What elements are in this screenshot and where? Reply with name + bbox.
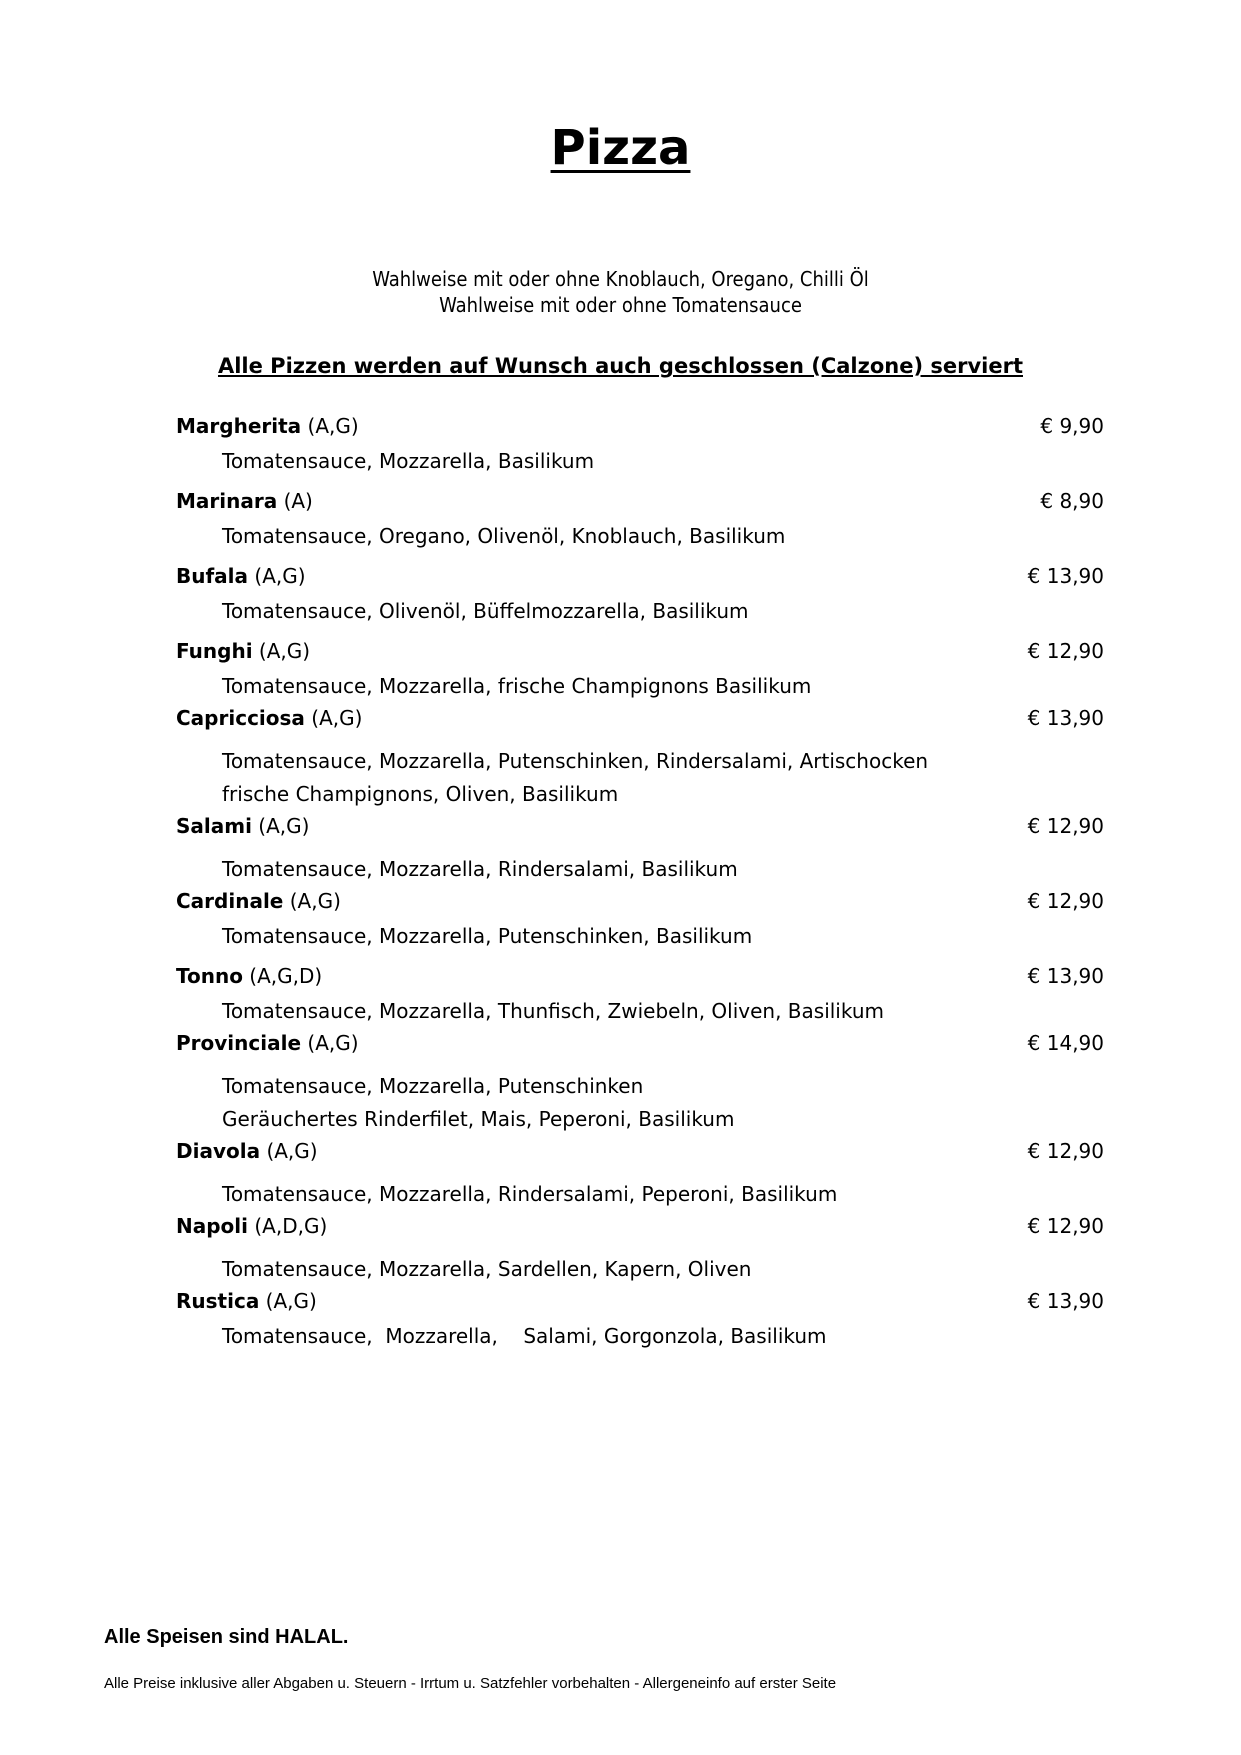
menu-item-price: € 13,90 [1027, 706, 1104, 730]
menu-item-name: Margherita (A,G) [176, 414, 359, 438]
menu-item-description: frische Champignons, Oliven, Basilikum [222, 782, 619, 806]
menu-item-name: Napoli (A,D,G) [176, 1214, 328, 1238]
menu-item-description: Geräuchertes Rinderfilet, Mais, Peperoni, Basilikum [222, 1107, 735, 1131]
menu-item-name: Capricciosa (A,G) [176, 706, 363, 730]
calzone-note: Alle Pizzen werden auf Wunsch auch geschlossen (Calzone) serviert [217, 354, 1023, 378]
menu-item-name: Funghi (A,G) [176, 639, 311, 663]
menu-item-description: Tomatensauce, Mozzarella, Salami, Gorgonzola, Basilikum [222, 1324, 827, 1348]
menu-item-name: Tonno (A,G,D) [176, 964, 323, 988]
menu-item-description: Tomatensauce, Mozzarella, Putenschinken, Rindersalami, Artischocken [222, 749, 929, 773]
menu-item-price: € 12,90 [1027, 639, 1104, 663]
menu-item-name: Diavola (A,G) [176, 1139, 318, 1163]
intro-line-sauce: Wahlweise mit oder ohne Tomatensauce [439, 293, 802, 317]
menu-item-description: Tomatensauce, Mozzarella, Thunfisch, Zwiebeln, Oliven, Basilikum [222, 999, 884, 1023]
menu-item-price: € 12,90 [1027, 889, 1104, 913]
menu-item-description: Tomatensauce, Mozzarella, frische Champignons Basilikum [222, 674, 812, 698]
menu-item-price: € 12,90 [1027, 1214, 1104, 1238]
page-title: Pizza [550, 120, 691, 176]
menu-item-name: Bufala (A,G) [176, 564, 306, 588]
menu-item-price: € 14,90 [1027, 1031, 1104, 1055]
menu-item-name: Salami (A,G) [176, 814, 310, 838]
menu-item-price: € 12,90 [1027, 814, 1104, 838]
menu-item-name: Rustica (A,G) [176, 1289, 317, 1313]
menu-item-description: Tomatensauce, Mozzarella, Putenschinken [222, 1074, 644, 1098]
menu-item-description: Tomatensauce, Oregano, Olivenöl, Knoblauch, Basilikum [222, 524, 786, 548]
menu-item-price: € 13,90 [1027, 964, 1104, 988]
menu-item-price: € 13,90 [1027, 564, 1104, 588]
halal-note: Alle Speisen sind HALAL. [104, 1626, 349, 1648]
menu-item-price: € 12,90 [1027, 1139, 1104, 1163]
menu-item-name: Cardinale (A,G) [176, 889, 341, 913]
menu-item-name: Provinciale (A,G) [176, 1031, 359, 1055]
intro-line-options: Wahlweise mit oder ohne Knoblauch, Oregano, Chilli Öl [372, 267, 869, 291]
footer-disclaimer: Alle Preise inklusive aller Abgaben u. Steuern - Irrtum u. Satzfehler vorbehalten - Allergeneinfo auf erster Seite [104, 1675, 837, 1692]
menu-item-name: Marinara (A) [176, 489, 313, 513]
menu-item-description: Tomatensauce, Mozzarella, Putenschinken, Basilikum [222, 924, 753, 948]
menu-item-description: Tomatensauce, Mozzarella, Rindersalami, Basilikum [222, 857, 738, 881]
menu-item-price: € 13,90 [1027, 1289, 1104, 1313]
menu-item-price: € 8,90 [1040, 489, 1104, 513]
menu-item-description: Tomatensauce, Mozzarella, Basilikum [222, 449, 595, 473]
menu-item-description: Tomatensauce, Mozzarella, Sardellen, Kapern, Oliven [222, 1257, 752, 1281]
menu-item-description: Tomatensauce, Olivenöl, Büffelmozzarella, Basilikum [222, 599, 749, 623]
menu-item-price: € 9,90 [1040, 414, 1104, 438]
menu-item-description: Tomatensauce, Mozzarella, Rindersalami, Peperoni, Basilikum [222, 1182, 838, 1206]
